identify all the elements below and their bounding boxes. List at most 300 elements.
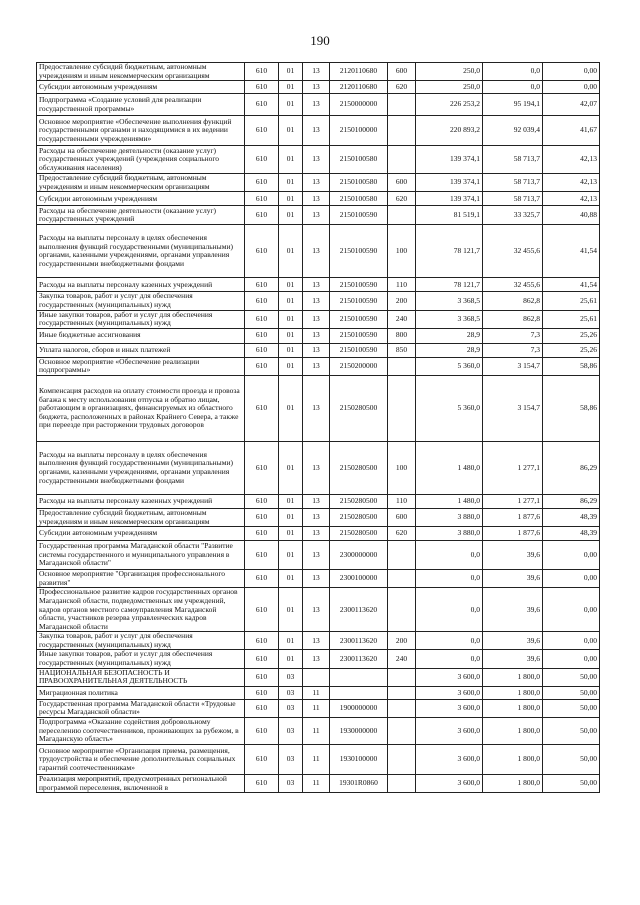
cell-adm: 610 <box>245 570 279 588</box>
table-row <box>37 225 600 278</box>
cell-plan: 3 600,0 <box>416 686 483 699</box>
cell-csr: 2150100590 <box>330 292 388 310</box>
table-row <box>37 570 600 588</box>
cell-pr: 13 <box>303 81 330 94</box>
cell-adm: 610 <box>245 343 279 357</box>
cell-vr: 110 <box>388 278 416 292</box>
cell-csr: 2150100590 <box>330 206 388 225</box>
cell-pr: 13 <box>303 63 330 81</box>
cell-rz: 03 <box>279 775 303 793</box>
cell-adm: 610 <box>245 174 279 192</box>
cell-fact: 1 277,1 <box>483 441 543 494</box>
cell-adm: 610 <box>245 699 279 717</box>
cell-csr: 1900000000 <box>330 699 388 717</box>
cell-pct: 0,00 <box>543 63 600 81</box>
cell-csr: 1930000000 <box>330 718 388 745</box>
cell-pr: 13 <box>303 527 330 541</box>
cell-pct: 25,61 <box>543 310 600 328</box>
cell-rz: 01 <box>279 650 303 668</box>
cell-name: Предоставление субсидий бюджетным, автономным учреждениям и иным некоммерческим организациям <box>37 63 245 81</box>
cell-pct: 41,54 <box>543 225 600 278</box>
cell-plan: 220 893,2 <box>416 116 483 146</box>
cell-pr: 13 <box>303 588 330 632</box>
cell-pr: 13 <box>303 632 330 650</box>
cell-csr: 2120110680 <box>330 63 388 81</box>
cell-plan: 3 600,0 <box>416 699 483 717</box>
cell-pct: 42,07 <box>543 94 600 116</box>
cell-adm: 610 <box>245 278 279 292</box>
cell-csr: 2150100590 <box>330 278 388 292</box>
cell-plan: 78 121,7 <box>416 278 483 292</box>
cell-pr: 11 <box>303 699 330 717</box>
cell-rz: 01 <box>279 310 303 328</box>
cell-csr <box>330 686 388 699</box>
cell-plan: 3 880,0 <box>416 527 483 541</box>
cell-pr: 13 <box>303 174 330 192</box>
cell-name: Предоставление субсидий бюджетным, автономным учреждениям и иным некоммерческим организациям <box>37 508 245 526</box>
cell-name: Иные закупки товаров, работ и услуг для обеспечения государственных (муниципальных) нужд <box>37 310 245 328</box>
cell-rz: 03 <box>279 699 303 717</box>
cell-pr: 13 <box>303 343 330 357</box>
cell-vr: 600 <box>388 508 416 526</box>
cell-adm: 610 <box>245 206 279 225</box>
cell-plan: 3 600,0 <box>416 775 483 793</box>
cell-rz: 01 <box>279 292 303 310</box>
cell-plan: 139 374,1 <box>416 146 483 174</box>
cell-csr: 2150100000 <box>330 116 388 146</box>
table-row <box>37 328 600 343</box>
table-row <box>37 632 600 650</box>
table-row <box>37 494 600 508</box>
cell-vr: 800 <box>388 328 416 343</box>
cell-pct: 41,67 <box>543 116 600 146</box>
cell-rz: 01 <box>279 116 303 146</box>
cell-vr <box>388 699 416 717</box>
cell-plan: 0,0 <box>416 650 483 668</box>
cell-name: Расходы на выплаты персоналу в целях обеспечения выполнения функций государственными (муниципальными) органами, казенными учреждениями, органами управления государственными внебюджетными фондами <box>37 225 245 278</box>
table-row <box>37 508 600 526</box>
cell-rz: 01 <box>279 357 303 375</box>
cell-adm: 610 <box>245 146 279 174</box>
table-row <box>37 81 600 94</box>
cell-rz: 01 <box>279 278 303 292</box>
cell-name: НАЦИОНАЛЬНАЯ БЕЗОПАСНОСТЬ И ПРАВООХРАНИТЕЛЬНАЯ ДЕЯТЕЛЬНОСТЬ <box>37 668 245 686</box>
cell-pct: 48,39 <box>543 508 600 526</box>
cell-fact: 1 277,1 <box>483 494 543 508</box>
cell-pct: 42,13 <box>543 146 600 174</box>
cell-csr: 2150280500 <box>330 375 388 441</box>
cell-pct: 41,54 <box>543 278 600 292</box>
cell-vr <box>388 206 416 225</box>
cell-fact: 1 800,0 <box>483 775 543 793</box>
cell-name: Основное мероприятие "Организация профессионального развития" <box>37 570 245 588</box>
cell-rz: 01 <box>279 375 303 441</box>
table-row <box>37 686 600 699</box>
cell-vr <box>388 718 416 745</box>
cell-fact: 0,0 <box>483 63 543 81</box>
cell-rz: 01 <box>279 225 303 278</box>
table-row <box>37 775 600 793</box>
cell-plan: 3 368,5 <box>416 310 483 328</box>
cell-rz: 01 <box>279 508 303 526</box>
cell-fact: 58 713,7 <box>483 146 543 174</box>
cell-pct: 42,13 <box>543 192 600 206</box>
cell-adm: 610 <box>245 588 279 632</box>
cell-fact: 32 455,6 <box>483 278 543 292</box>
table-row <box>37 63 600 81</box>
cell-pr: 13 <box>303 116 330 146</box>
cell-fact: 1 800,0 <box>483 718 543 745</box>
table-body <box>37 63 600 793</box>
cell-csr: 2150000000 <box>330 94 388 116</box>
cell-adm: 610 <box>245 668 279 686</box>
cell-pct: 40,88 <box>543 206 600 225</box>
cell-name: Миграционная политика <box>37 686 245 699</box>
cell-plan: 28,9 <box>416 328 483 343</box>
cell-plan: 0,0 <box>416 570 483 588</box>
cell-name: Уплата налогов, сборов и иных платежей <box>37 343 245 357</box>
cell-adm: 610 <box>245 310 279 328</box>
cell-vr <box>388 94 416 116</box>
cell-csr: 2150100580 <box>330 174 388 192</box>
cell-name: Подпрограмма «Оказание содействия добровольному переселению соотечественников, проживающих за рубежом, в Магаданскую область» <box>37 718 245 745</box>
cell-name: Предоставление субсидий бюджетным, автономным учреждениям и иным некоммерческим организациям <box>37 174 245 192</box>
table-row <box>37 699 600 717</box>
cell-pct: 0,00 <box>543 588 600 632</box>
cell-pct: 0,00 <box>543 650 600 668</box>
cell-name: Профессиональное развитие кадров государственных органов Магаданской области, подведомственных им учреждений, кадров органов местного самоуправления Магаданской области, участников резерва управленческих кадров Магаданской области <box>37 588 245 632</box>
cell-adm: 610 <box>245 718 279 745</box>
cell-adm: 610 <box>245 63 279 81</box>
cell-pr: 13 <box>303 225 330 278</box>
cell-pr: 13 <box>303 494 330 508</box>
cell-csr <box>330 668 388 686</box>
cell-fact: 39,6 <box>483 650 543 668</box>
cell-pr: 11 <box>303 775 330 793</box>
cell-fact: 95 194,1 <box>483 94 543 116</box>
cell-plan: 5 360,0 <box>416 357 483 375</box>
cell-pr: 13 <box>303 650 330 668</box>
cell-pct: 0,00 <box>543 570 600 588</box>
cell-plan: 3 880,0 <box>416 508 483 526</box>
cell-rz: 01 <box>279 343 303 357</box>
cell-adm: 610 <box>245 508 279 526</box>
cell-pr: 13 <box>303 541 330 570</box>
cell-rz: 01 <box>279 588 303 632</box>
cell-csr: 2300113620 <box>330 632 388 650</box>
cell-vr <box>388 357 416 375</box>
cell-rz: 01 <box>279 570 303 588</box>
table-row <box>37 292 600 310</box>
cell-pr: 13 <box>303 570 330 588</box>
cell-vr: 240 <box>388 650 416 668</box>
cell-plan: 139 374,1 <box>416 192 483 206</box>
cell-fact: 1 800,0 <box>483 668 543 686</box>
cell-fact: 1 800,0 <box>483 699 543 717</box>
cell-rz: 01 <box>279 328 303 343</box>
cell-rz: 03 <box>279 686 303 699</box>
cell-plan: 0,0 <box>416 632 483 650</box>
cell-pr: 13 <box>303 292 330 310</box>
cell-fact: 862,8 <box>483 310 543 328</box>
cell-name: Расходы на выплаты персоналу в целях обеспечения выполнения функций государственными (муниципальными) органами, казенными учреждениями, органами управления государственными внебюджетными фондами <box>37 441 245 494</box>
budget-table <box>36 62 600 793</box>
cell-pct: 48,39 <box>543 527 600 541</box>
cell-rz: 03 <box>279 668 303 686</box>
table-row <box>37 718 600 745</box>
cell-fact: 58 713,7 <box>483 192 543 206</box>
cell-name: Основное мероприятие «Организация приема, размещения, трудоустройства и обеспечение дополнительных социальных гарантий соотечественникам» <box>37 745 245 775</box>
cell-fact: 3 154,7 <box>483 375 543 441</box>
cell-pr: 13 <box>303 206 330 225</box>
table-row <box>37 343 600 357</box>
table-row <box>37 278 600 292</box>
cell-name: Субсидии автономным учреждениям <box>37 81 245 94</box>
cell-vr <box>388 541 416 570</box>
cell-rz: 01 <box>279 206 303 225</box>
cell-plan: 3 600,0 <box>416 745 483 775</box>
cell-vr: 850 <box>388 343 416 357</box>
cell-pct: 86,29 <box>543 441 600 494</box>
cell-rz: 01 <box>279 527 303 541</box>
cell-rz: 01 <box>279 63 303 81</box>
cell-rz: 01 <box>279 94 303 116</box>
cell-csr: 1930100000 <box>330 745 388 775</box>
cell-pr: 13 <box>303 508 330 526</box>
cell-csr: 2150100590 <box>330 310 388 328</box>
cell-adm: 610 <box>245 375 279 441</box>
cell-name: Расходы на обеспечение деятельности (оказание услуг) государственных учреждений <box>37 206 245 225</box>
cell-csr: 2150100590 <box>330 328 388 343</box>
cell-adm: 610 <box>245 686 279 699</box>
cell-fact: 92 039,4 <box>483 116 543 146</box>
cell-name: Основное мероприятие «Обеспечение реализации подпрограммы» <box>37 357 245 375</box>
cell-vr <box>388 775 416 793</box>
cell-name: Расходы на выплаты персоналу казенных учреждений <box>37 494 245 508</box>
cell-name: Субсидии автономным учреждениям <box>37 527 245 541</box>
cell-plan: 3 600,0 <box>416 718 483 745</box>
cell-fact: 1 877,6 <box>483 527 543 541</box>
cell-vr <box>388 146 416 174</box>
cell-csr: 2300000000 <box>330 541 388 570</box>
cell-vr: 110 <box>388 494 416 508</box>
cell-name: Иные бюджетные ассигнования <box>37 328 245 343</box>
cell-vr: 200 <box>388 292 416 310</box>
cell-csr: 19301R0860 <box>330 775 388 793</box>
cell-vr <box>388 375 416 441</box>
table-row <box>37 206 600 225</box>
cell-rz: 01 <box>279 441 303 494</box>
table-row <box>37 668 600 686</box>
table-row <box>37 94 600 116</box>
cell-pr: 13 <box>303 328 330 343</box>
cell-pct: 25,61 <box>543 292 600 310</box>
cell-rz: 03 <box>279 718 303 745</box>
cell-rz: 03 <box>279 745 303 775</box>
cell-vr <box>388 745 416 775</box>
cell-vr: 620 <box>388 81 416 94</box>
cell-fact: 32 455,6 <box>483 225 543 278</box>
cell-fact: 1 800,0 <box>483 686 543 699</box>
cell-adm: 610 <box>245 192 279 206</box>
cell-pr: 11 <box>303 686 330 699</box>
cell-pr: 13 <box>303 357 330 375</box>
cell-pr: 13 <box>303 278 330 292</box>
cell-pr <box>303 668 330 686</box>
cell-pr: 13 <box>303 375 330 441</box>
cell-adm: 610 <box>245 745 279 775</box>
cell-adm: 610 <box>245 632 279 650</box>
cell-vr: 200 <box>388 632 416 650</box>
cell-csr: 2150280500 <box>330 441 388 494</box>
table-row <box>37 192 600 206</box>
cell-pct: 0,00 <box>543 632 600 650</box>
table-row <box>37 174 600 192</box>
cell-rz: 01 <box>279 146 303 174</box>
cell-rz: 01 <box>279 192 303 206</box>
cell-pr: 13 <box>303 310 330 328</box>
cell-csr: 2150100590 <box>330 225 388 278</box>
table-row <box>37 116 600 146</box>
table-row <box>37 527 600 541</box>
cell-vr: 620 <box>388 192 416 206</box>
cell-csr: 2120110680 <box>330 81 388 94</box>
cell-pr: 13 <box>303 146 330 174</box>
cell-vr <box>388 116 416 146</box>
cell-pr: 11 <box>303 718 330 745</box>
cell-adm: 610 <box>245 328 279 343</box>
cell-pct: 50,00 <box>543 775 600 793</box>
cell-csr: 2150280500 <box>330 508 388 526</box>
cell-plan: 5 360,0 <box>416 375 483 441</box>
cell-fact: 7,3 <box>483 343 543 357</box>
cell-vr: 620 <box>388 527 416 541</box>
cell-pct: 50,00 <box>543 745 600 775</box>
table-row <box>37 541 600 570</box>
cell-vr <box>388 570 416 588</box>
table-row <box>37 146 600 174</box>
cell-adm: 610 <box>245 650 279 668</box>
cell-adm: 610 <box>245 116 279 146</box>
cell-adm: 610 <box>245 541 279 570</box>
cell-rz: 01 <box>279 81 303 94</box>
cell-pct: 50,00 <box>543 718 600 745</box>
cell-fact: 39,6 <box>483 541 543 570</box>
cell-csr: 2300113620 <box>330 588 388 632</box>
cell-csr: 2150100590 <box>330 343 388 357</box>
cell-adm: 610 <box>245 494 279 508</box>
cell-name: Государственная программа Магаданской области "Развитие системы государственного и муниципального управления в Магаданской области" <box>37 541 245 570</box>
cell-rz: 01 <box>279 174 303 192</box>
cell-csr: 2150280500 <box>330 494 388 508</box>
cell-name: Подпрограмма «Создание условий для реализации государственной программы» <box>37 94 245 116</box>
cell-vr <box>388 686 416 699</box>
cell-adm: 610 <box>245 527 279 541</box>
cell-adm: 610 <box>245 81 279 94</box>
cell-fact: 39,6 <box>483 570 543 588</box>
table-row <box>37 375 600 441</box>
cell-pct: 58,86 <box>543 375 600 441</box>
cell-fact: 0,0 <box>483 81 543 94</box>
cell-adm: 610 <box>245 441 279 494</box>
cell-plan: 1 480,0 <box>416 441 483 494</box>
cell-plan: 28,9 <box>416 343 483 357</box>
cell-name: Компенсация расходов на оплату стоимости проезда и провоза багажа к месту использования отпуска и обратно лицам, работающим в организациях, финансируемых из областного бюджета, расположенных в районах Крайнего Севера, а также при переезде при расторжении трудовых договоров <box>37 375 245 441</box>
cell-plan: 139 374,1 <box>416 174 483 192</box>
cell-vr: 600 <box>388 63 416 81</box>
cell-name: Расходы на обеспечение деятельности (оказание услуг) государственных учреждений (учреждения социального обслуживания населения) <box>37 146 245 174</box>
table-row <box>37 441 600 494</box>
cell-adm: 610 <box>245 94 279 116</box>
cell-vr: 600 <box>388 174 416 192</box>
cell-fact: 1 877,6 <box>483 508 543 526</box>
table-row <box>37 357 600 375</box>
cell-name: Субсидии автономным учреждениям <box>37 192 245 206</box>
cell-pct: 25,26 <box>543 328 600 343</box>
cell-plan: 81 519,1 <box>416 206 483 225</box>
cell-csr: 2150280500 <box>330 527 388 541</box>
cell-fact: 58 713,7 <box>483 174 543 192</box>
cell-pr: 13 <box>303 94 330 116</box>
page-number: 190 <box>310 33 330 48</box>
cell-pr: 13 <box>303 192 330 206</box>
cell-plan: 250,0 <box>416 63 483 81</box>
cell-fact: 7,3 <box>483 328 543 343</box>
cell-rz: 01 <box>279 494 303 508</box>
cell-pct: 50,00 <box>543 686 600 699</box>
cell-pr: 13 <box>303 441 330 494</box>
cell-fact: 39,6 <box>483 588 543 632</box>
cell-fact: 39,6 <box>483 632 543 650</box>
cell-csr: 2300100000 <box>330 570 388 588</box>
cell-name: Государственная программа Магаданской области «Трудовые ресурсы Магаданской области» <box>37 699 245 717</box>
cell-name: Основное мероприятие «Обеспечение выполнения функций государственными органами и находящимися в их ведении государственными учреждениями» <box>37 116 245 146</box>
cell-csr: 2150100580 <box>330 146 388 174</box>
cell-plan: 0,0 <box>416 588 483 632</box>
cell-vr: 100 <box>388 441 416 494</box>
cell-adm: 610 <box>245 225 279 278</box>
cell-plan: 1 480,0 <box>416 494 483 508</box>
cell-plan: 0,0 <box>416 541 483 570</box>
cell-rz: 01 <box>279 632 303 650</box>
cell-pct: 0,00 <box>543 541 600 570</box>
cell-pct: 25,26 <box>543 343 600 357</box>
cell-pct: 50,00 <box>543 699 600 717</box>
cell-vr: 100 <box>388 225 416 278</box>
cell-plan: 3 600,0 <box>416 668 483 686</box>
cell-csr: 2150200000 <box>330 357 388 375</box>
cell-plan: 3 368,5 <box>416 292 483 310</box>
cell-pct: 42,13 <box>543 174 600 192</box>
table-row <box>37 745 600 775</box>
cell-fact: 1 800,0 <box>483 745 543 775</box>
cell-plan: 78 121,7 <box>416 225 483 278</box>
table-row <box>37 588 600 632</box>
cell-adm: 610 <box>245 775 279 793</box>
cell-adm: 610 <box>245 357 279 375</box>
cell-pct: 0,00 <box>543 81 600 94</box>
cell-pct: 86,29 <box>543 494 600 508</box>
cell-vr <box>388 668 416 686</box>
table-row <box>37 650 600 668</box>
cell-name: Закупка товаров, работ и услуг для обеспечения государственных (муниципальных) нужд <box>37 292 245 310</box>
cell-pct: 58,86 <box>543 357 600 375</box>
cell-name: Расходы на выплаты персоналу казенных учреждений <box>37 278 245 292</box>
cell-fact: 3 154,7 <box>483 357 543 375</box>
cell-name: Иные закупки товаров, работ и услуг для обеспечения государственных (муниципальных) нужд <box>37 650 245 668</box>
cell-plan: 250,0 <box>416 81 483 94</box>
cell-vr: 240 <box>388 310 416 328</box>
